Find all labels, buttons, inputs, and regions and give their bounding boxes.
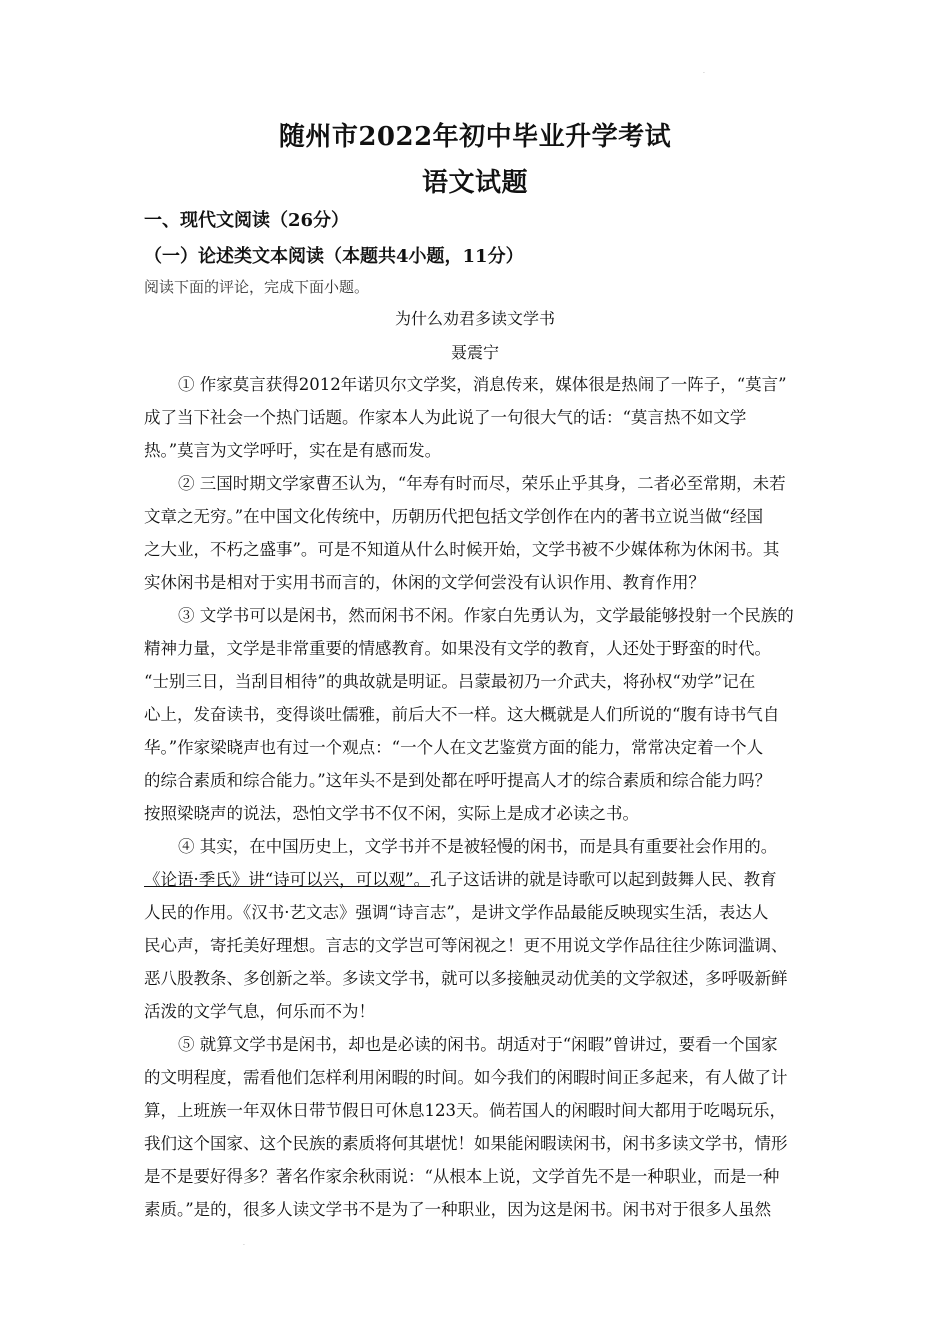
paragraph-line: 的文明程度，需看他们怎样利用闲暇的时间。如今我们的闲暇时间正多起来，有人做了计 — [144, 1068, 788, 1087]
paragraph-line: 按照梁晓声的说法，恐怕文学书不仅不闲，实际上是成才必读之书。 — [144, 804, 639, 823]
paragraph-line: 是不是要好得多？著名作家余秋雨说：“从根本上说，文学首先不是一种职业，而是一种 — [144, 1167, 780, 1186]
paragraph-line: 之大业，不朽之盛事”。可是不知道从什么时候开始，文学书被不少媒体称为休闲书。其 — [144, 540, 780, 559]
paragraph-line: 华。”作家梁晓声也有过一个观点：“一个人在文艺鉴赏方面的能力，常常决定着一个人 — [144, 738, 764, 757]
paragraph-line: ② 三国时期文学家曹丕认为，“年寿有时而尽，荣乐止乎其身，二者必至常期，未若 — [178, 474, 786, 493]
paragraph-line: 实休闲书是相对于实用书而言的，休闲的文学何尝没有认识作用、教育作用？ — [144, 573, 705, 592]
exam-subtitle: 语文试题 — [421, 168, 528, 198]
paragraph-line: 人民的作用。《汉书·艺文志》强调“诗言志”，是讲文学作品最能反映现实生活，表达人 — [144, 903, 769, 922]
paragraph-line-rest: 孔子这话讲的就是诗歌可以起到鼓舞人民、教育 — [430, 870, 777, 889]
paragraph-line: 心上，发奋读书，变得谈吐儒雅，前后大不一样。这大概就是人们所说的“腹有诗书气自 — [144, 705, 780, 724]
paragraph-line: 活泼的文学气息，何乐而不为！ — [144, 1002, 375, 1021]
scan-dot: . — [703, 68, 705, 75]
scan-dot: . — [243, 1240, 245, 1247]
paragraph-line — [144, 866, 809, 890]
paragraph-line: 我们这个国家、这个民族的素质将何其堪忧！如果能闲暇读闲书，闲书多读文学书，情形 — [144, 1134, 788, 1153]
paragraph-line: 精神力量，文学是非常重要的情感教育。如果没有文学的教育，人还处于野蛮的时代。 — [144, 639, 771, 658]
paragraph-line: ① 作家莫言获得2012年诺贝尔文学奖，消息传来，媒体很是热闹了一阵子，“莫言” — [178, 375, 787, 394]
paragraph-line: ⑤ 就算文学书是闲书，却也是必读的闲书。胡适对于“闲暇”曾讲过，要看一个国家 — [178, 1035, 778, 1054]
paragraph-line: 素质。”是的，很多人读文学书不是为了一种职业，因为这是闲书。闲书对于很多人虽然 — [144, 1200, 772, 1219]
paragraph-line: ④ 其实，在中国历史上，文学书并不是被轻慢的闲书，而是具有重要社会作用的。 — [178, 837, 778, 856]
section-heading: 一、现代文阅读（26分） — [144, 210, 350, 231]
article-author: 聂震宁 — [450, 343, 499, 362]
paragraph-line: 成了当下社会一个热门话题。作家本人为此说了一句很大气的话：“莫言热不如文学 — [144, 408, 747, 427]
exam-title: 随州市2022年初中毕业升学考试 — [278, 122, 672, 152]
paragraph-line: 恶八股教条、多创新之举。多读文学书，就可以多接触灵动优美的文学叙述，多呼吸新鲜 — [144, 969, 788, 988]
subsection-heading: （一）论述类文本阅读（本题共4小题，11分） — [144, 246, 524, 267]
underlined-quote: 《论语·季氏》讲“诗可以兴，可以观”。 — [144, 870, 431, 889]
paragraph-line: 民心声，寄托美好理想。言志的文学岂可等闲视之！更不用说文学作品往往少陈词滥调、 — [144, 936, 788, 955]
article-title: 为什么劝君多读文学书 — [394, 309, 555, 328]
paragraph-line: ③ 文学书可以是闲书，然而闲书不闲。作家白先勇认为，文学最能够投射一个民族的 — [178, 606, 794, 625]
paragraph-line: 算，上班族一年双休日带节假日可休息123天。倘若国人的闲暇时间大都用于吃喝玩乐， — [144, 1101, 786, 1120]
instruction-text: 阅读下面的评论，完成下面小题。 — [144, 278, 370, 296]
paragraph-line: “士别三日，当刮目相待”的典故就是明证。吕蒙最初乃一介武夫，将孙权“劝学”记在 — [144, 672, 756, 691]
paragraph-line: 热。”莫言为文学呼吁，实在是有感而发。 — [144, 441, 442, 460]
paragraph-line: 的综合素质和综合能力。”这年头不是到处都在呼吁提高人才的综合素质和综合能力吗？ — [144, 771, 772, 790]
paragraph-line: 文章之无穷。”在中国文化传统中，历朝历代把包括文学创作在内的著书立说当做“经国 — [144, 507, 764, 526]
